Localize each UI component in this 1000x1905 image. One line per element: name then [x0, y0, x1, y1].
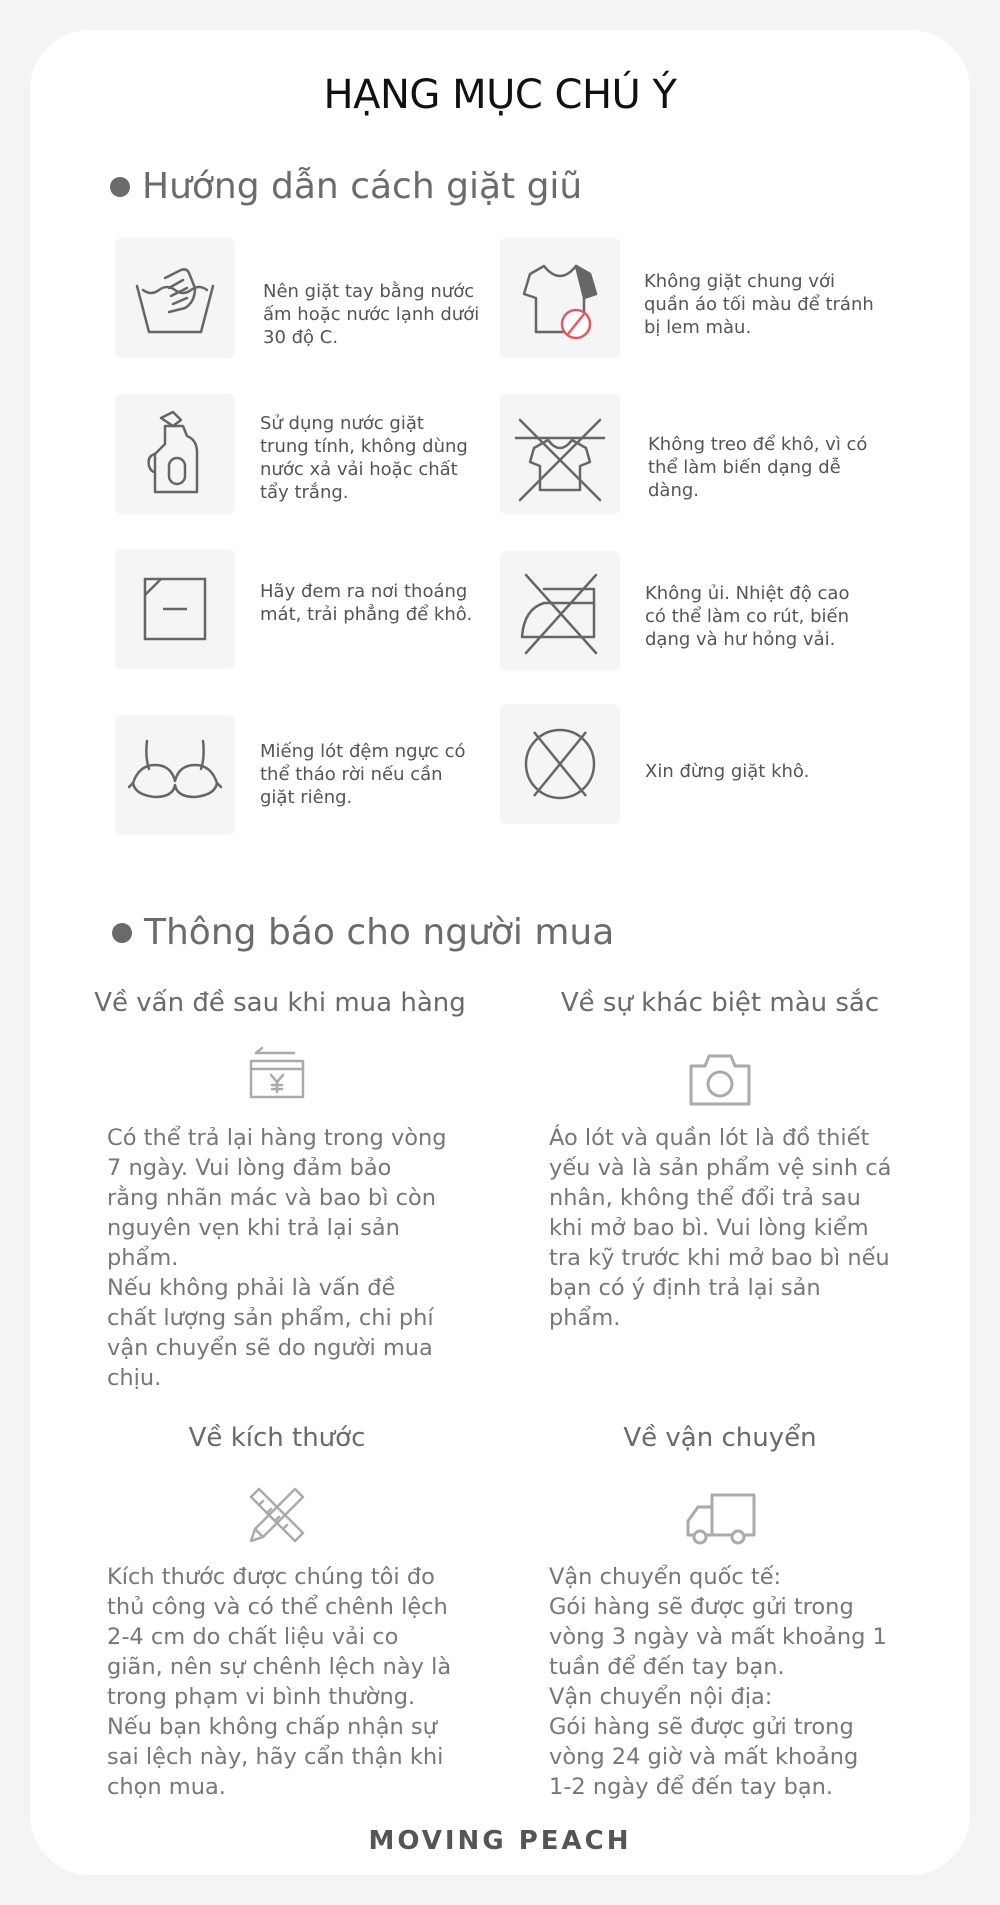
- notice-text-shipping: Vận chuyển quốc tế: Gói hàng sẽ được gửi trong vòng 3 ngày và mất khoảng 1 tuần để đến tay bạn. Vận chuyển nội địa: Gói hàng sẽ được gửi trong vòng 24 giờ và mất khoảng 1-2 ngày để đến tay bạn.: [549, 1564, 887, 1800]
- bullet-dot-icon: [112, 923, 132, 943]
- care-text-hand-wash: Nên giặt tay bằng nước ấm hoặc nước lạnh dưới 30 độ C.: [263, 281, 480, 348]
- brand-logo: MOVING PEACH: [368, 1826, 632, 1856]
- buyer-section-title: Thông báo cho người mua: [144, 912, 615, 953]
- care-text-no-iron: Không ủi. Nhiệt độ cao có thể làm co rút, biến dạng và hư hỏng vải.: [645, 583, 850, 650]
- no-iron-icon: [500, 551, 620, 671]
- notice-title-size: Về kích thước: [188, 1423, 366, 1453]
- notice-text-after-purchase: Có thể trả lại hàng trong vòng 7 ngày. Vui lòng đảm bảo rằng nhãn mác và bao bì còn nguyên vẹn khi trả lại sản phẩm. Nếu không phải là vấn đề chất lượng sản phẩm, chi phí vận chuyển sẽ do người mua chịu.: [107, 1125, 447, 1391]
- care-text-no-mixed-colors: Không giặt chung với quần áo tối màu để tránh bị lem màu.: [644, 271, 874, 338]
- truck-icon: [684, 1491, 758, 1551]
- dry-flat-icon: [115, 549, 235, 669]
- notice-title-color-difference: Về sự khác biệt màu sắc: [560, 988, 880, 1018]
- bra-icon: [115, 715, 235, 835]
- care-text-no-dry-clean: Xin đừng giặt khô.: [645, 761, 810, 782]
- care-text-dry-flat: Hãy đem ra nơi thoáng mát, trải phẳng để khô.: [260, 581, 473, 625]
- notice-title-after-purchase: Về vấn đề sau khi mua hàng: [94, 988, 466, 1018]
- page-title: HẠNG MỤC CHÚ Ý: [323, 72, 677, 118]
- no-dry-clean-icon: [500, 704, 620, 824]
- notice-text-color-difference: Áo lót và quần lót là đồ thiết yếu và là sản phẩm vệ sinh cá nhân, không thể đổi trả sau khi mở bao bì. Vui lòng kiểm tra kỹ trước khi mở bao bì nếu bạn có ý định trả lại sản phẩm.: [549, 1125, 892, 1331]
- notice-text-size: Kích thước được chúng tôi đo thủ công và có thể chênh lệch 2-4 cm do chất liệu vải co giãn, nên sự chênh lệch này là trong phạm vi bình thường. Nếu bạn không chấp nhận sự sai lệch này, hãy cẩn thận khi chọn mua.: [107, 1564, 452, 1800]
- care-text-no-hang-dry: Không treo để khô, vì có thể làm biến dạng dễ dàng.: [648, 434, 868, 501]
- care-section-heading: [110, 166, 582, 207]
- care-section-title: Hướng dẫn cách giặt giũ: [142, 166, 583, 207]
- bullet-dot-icon: [110, 177, 130, 197]
- notice-title-shipping: Về vận chuyển: [623, 1423, 817, 1453]
- yen-return-icon: [248, 1045, 308, 1105]
- care-text-bra-pad: Miếng lót đệm ngực có thể tháo rời nếu cần giặt riêng.: [260, 741, 466, 808]
- no-hang-dry-icon: [500, 394, 620, 514]
- hand-wash-icon: [115, 238, 235, 358]
- care-text-detergent: Sử dụng nước giặt trung tính, không dùng nước xả vải hoặc chất tẩy trắng.: [260, 413, 468, 503]
- buyer-section-heading: [112, 912, 614, 953]
- ruler-pencil-icon: [245, 1483, 309, 1551]
- camera-icon: [687, 1052, 753, 1112]
- no-mixed-colors-icon: [500, 238, 620, 358]
- detergent-bottle-icon: [115, 394, 235, 514]
